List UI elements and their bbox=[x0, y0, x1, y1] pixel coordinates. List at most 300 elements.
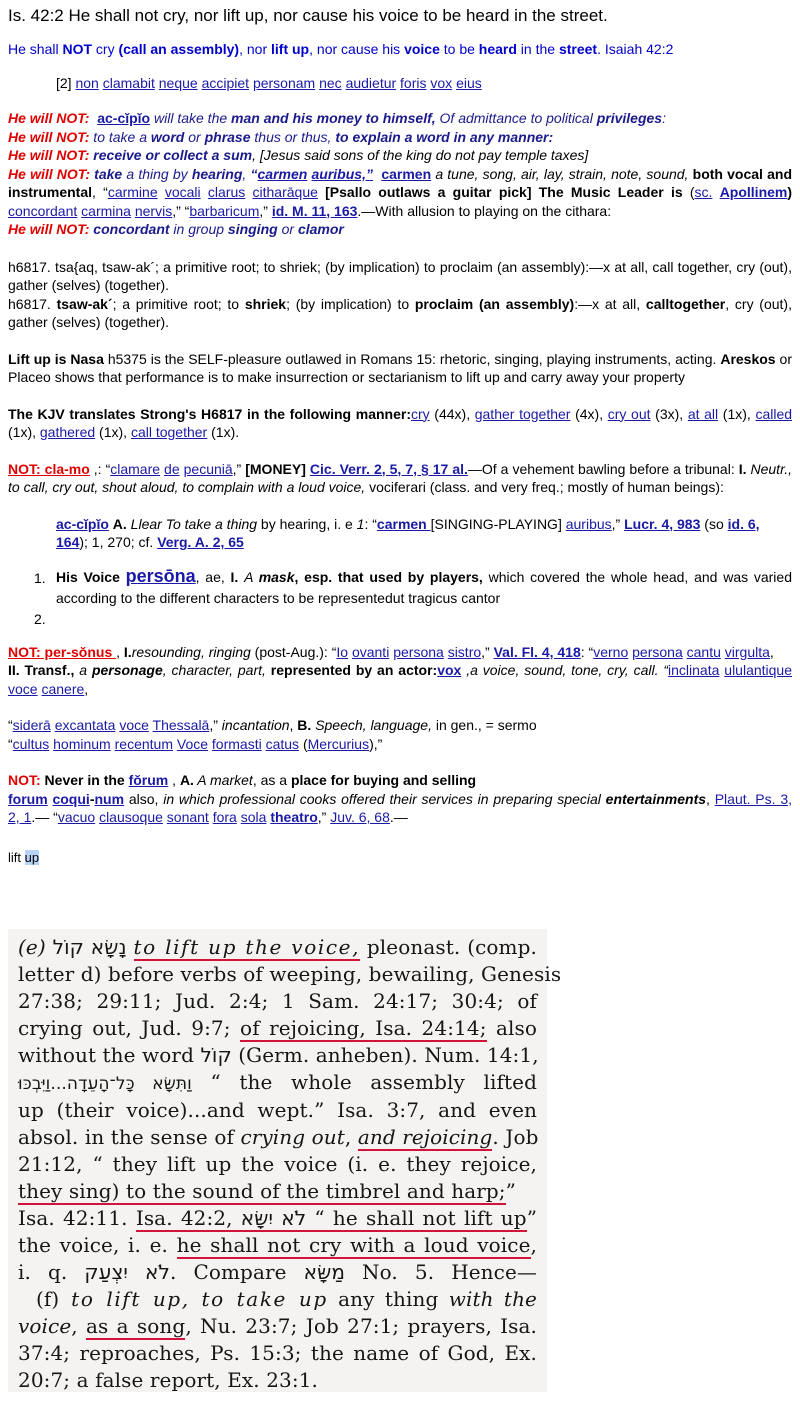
scan-text: “ he shall not lift up bbox=[306, 1206, 527, 1231]
latin-word-link[interactable]: cantu bbox=[686, 643, 721, 660]
latin-word-link[interactable]: voce bbox=[119, 717, 149, 733]
entry-text: shriek bbox=[244, 295, 287, 312]
latin-word-link[interactable]: accipiet bbox=[201, 74, 250, 91]
scan-line bbox=[18, 1042, 537, 1069]
entry-text: , bbox=[116, 643, 124, 660]
latin-word-link[interactable]: barbaricum bbox=[189, 202, 260, 219]
strongs-entry-2 bbox=[8, 295, 792, 332]
entry-text: , bbox=[769, 643, 774, 660]
scan-underlined-text: he shall not cry with a loud voice bbox=[176, 1232, 531, 1257]
entry-text: (so bbox=[700, 515, 728, 532]
scan-text: (Germ. anheben). Num. 14:1, bbox=[231, 1042, 539, 1067]
definition-text: word bbox=[150, 128, 185, 145]
scan-text: No. 5. Hence— bbox=[345, 1259, 538, 1284]
latin-word-link[interactable]: persona bbox=[632, 643, 683, 660]
entry-text: A. bbox=[112, 515, 127, 532]
latin-word-link[interactable]: carmine bbox=[107, 184, 158, 200]
scan-text: also bbox=[486, 1015, 538, 1040]
scan-hebrew: לֹא יִשָּׂא bbox=[240, 1206, 307, 1231]
verse-text: , nor cause his bbox=[309, 41, 405, 57]
verse-text: NOT bbox=[62, 41, 93, 57]
latin-word-link[interactable]: ululantique bbox=[724, 662, 793, 678]
latin-word-link[interactable]: siderā bbox=[12, 717, 51, 733]
quote-mark: “ bbox=[8, 717, 13, 733]
list-item bbox=[8, 609, 792, 629]
entry-text: II. Transf., bbox=[8, 662, 80, 678]
entry-text: .— bbox=[389, 809, 408, 825]
definition-text: man and his money to himself, bbox=[231, 110, 436, 126]
latin-word-link[interactable]: de bbox=[164, 460, 180, 477]
count-text: (44x), bbox=[429, 405, 475, 422]
entry-text: ,” bbox=[317, 809, 331, 825]
verse-text: , nor bbox=[239, 41, 272, 57]
kjv-link[interactable]: cry bbox=[410, 405, 430, 422]
entry-text: A bbox=[244, 568, 259, 585]
scan-underlined-text: they sing) to the sound of the timbrel and harp; bbox=[18, 1179, 506, 1204]
paragraph-text: h5375 is the SELF-pleasure outlawed in Romans 15: rhetoric, singing, playing instruments, acting. bbox=[103, 350, 721, 367]
scan-line: 27:38; 29:11; Jud. 2:4; 1 Sam. 24:17; 30:4; of bbox=[18, 988, 537, 1013]
forum-entry bbox=[8, 771, 792, 827]
scan-text: ” bbox=[505, 1179, 516, 1204]
verse-text: voice bbox=[404, 41, 440, 57]
latin-word-link[interactable]: nec bbox=[319, 74, 342, 91]
entry-text: in which professional cooks offered their services in preparing special bbox=[163, 790, 606, 807]
carmen-link[interactable]: carmen bbox=[381, 165, 432, 182]
latin-word-link[interactable]: clamabit bbox=[102, 74, 155, 91]
auribus-link[interactable]: auribus,” bbox=[311, 165, 373, 182]
list-item bbox=[8, 566, 792, 609]
list-number: 2. bbox=[34, 610, 46, 627]
kjv-link[interactable]: gather together bbox=[474, 405, 571, 422]
will-not-line bbox=[8, 128, 792, 147]
verse-text: heard bbox=[478, 41, 517, 57]
forum-link[interactable]: fŏrum bbox=[128, 772, 169, 788]
reference-link[interactable]: Juv. 6, 68 bbox=[330, 809, 390, 825]
latin-word-link[interactable]: voce bbox=[8, 680, 38, 697]
latin-word-link[interactable]: citharāque bbox=[252, 184, 318, 200]
definition-text: privileges bbox=[596, 110, 663, 126]
count-text: (4x), bbox=[570, 405, 608, 422]
kjv-link[interactable]: at all bbox=[687, 405, 719, 422]
clamo-entry bbox=[8, 460, 792, 497]
list-number: 1. bbox=[34, 569, 46, 586]
entry-text: ); 1, 270; cf. bbox=[79, 534, 158, 550]
entry-text: [MONEY] bbox=[245, 460, 310, 477]
will-not-line bbox=[8, 165, 792, 221]
entry-text: Llear To take a thing bbox=[126, 515, 258, 532]
latin-word-link[interactable]: Apollinem bbox=[719, 184, 788, 200]
count-text: (3x), bbox=[650, 405, 688, 422]
scan-text: the voice, i. e. bbox=[18, 1232, 177, 1257]
scan-line bbox=[18, 1259, 537, 1286]
entry-text: Never in the bbox=[40, 772, 129, 788]
scan-text: to lift up, to take up bbox=[59, 1286, 328, 1311]
will-not-line bbox=[8, 109, 792, 128]
page-title: Is. 42:2 He shall not cry, nor lift up, nor cause his voice to be heard in the street. bbox=[8, 6, 608, 25]
latin-word-link[interactable]: excantata bbox=[54, 717, 116, 733]
punct: ) bbox=[787, 184, 793, 200]
entry-text: , character, part, bbox=[162, 662, 271, 678]
scan-line: 20:7; a false report, Ex. 23:1. bbox=[18, 1367, 318, 1392]
sidera-entry bbox=[8, 716, 792, 753]
scan-line bbox=[18, 1313, 537, 1340]
entry-text: 1 bbox=[356, 515, 365, 532]
reference-link[interactable]: Plaut. Ps. 3, 2, 1 bbox=[8, 790, 792, 825]
note-text: [Psallo outlaws a guitar pick] The Music Leader is bbox=[317, 184, 683, 200]
scan-text: crying out, Jud. 9:7; bbox=[18, 1015, 241, 1040]
entry-text: Speech, language, bbox=[315, 717, 432, 733]
entry-text: ),” bbox=[369, 735, 383, 752]
latin-word-link[interactable]: vox bbox=[430, 74, 453, 91]
lift-up-caption bbox=[8, 849, 792, 868]
scan-hebrew: לֹא יִצְעַק bbox=[84, 1259, 170, 1284]
scan-text: , bbox=[530, 1232, 537, 1257]
scan-text: Isa. 42:11. bbox=[18, 1206, 136, 1231]
latin-word-link[interactable]: personam bbox=[252, 74, 316, 91]
definition-text: , “ bbox=[92, 184, 108, 200]
entry-text: , esp. that used by players, bbox=[294, 568, 483, 585]
definition-text: a thing by bbox=[122, 165, 192, 182]
latin-word-link[interactable]: fora bbox=[212, 809, 237, 825]
latin-word-link[interactable]: Io bbox=[336, 643, 349, 660]
entry-text: personage bbox=[91, 662, 163, 678]
scan-line: letter d) before verbs of weeping, bewailing, Genesis bbox=[18, 961, 562, 986]
reference-link[interactable]: id. 6, 164 bbox=[56, 515, 760, 550]
scan-line bbox=[18, 1015, 537, 1042]
latin-word-link[interactable]: carmina bbox=[81, 202, 131, 219]
punct: ,” “ bbox=[172, 202, 190, 219]
latin-word-link[interactable]: sonant bbox=[166, 809, 209, 825]
entry-text: calltogether bbox=[645, 295, 726, 312]
latin-word-link[interactable]: catus bbox=[265, 735, 300, 752]
scan-text: . Compare bbox=[169, 1259, 304, 1284]
reference-link[interactable]: Lucr. 4, 983 bbox=[624, 515, 701, 532]
scan-text: with the bbox=[448, 1286, 537, 1311]
verse-text: He shall bbox=[8, 41, 63, 57]
accipio-link[interactable]: ac-cĭpĭo bbox=[97, 110, 151, 126]
entry-text: which covered the whole head, and was varied according to the different characters to be representedut tragicus cantor bbox=[56, 568, 792, 606]
definition-text: or bbox=[277, 221, 298, 237]
latin-word-link[interactable]: verno bbox=[593, 643, 629, 660]
reference-link[interactable]: Verg. A. 2, 65 bbox=[157, 534, 244, 550]
will-not-label: He will NOT: bbox=[8, 128, 90, 145]
count-text: (1x). bbox=[207, 424, 240, 440]
entry-text: vociferari (class. and very freq.; mostly of human beings): bbox=[365, 479, 724, 495]
latin-word-link[interactable]: Thessalā bbox=[152, 717, 210, 733]
scan-underlined-text: of rejoicing, Isa. 24:14; bbox=[240, 1015, 487, 1040]
definition-text: in group bbox=[169, 221, 228, 237]
latin-word-link[interactable]: Mercurius bbox=[307, 735, 370, 752]
scan-text: ” bbox=[526, 1206, 538, 1231]
definition-text: to take a bbox=[89, 128, 151, 145]
entry-text: , bbox=[84, 680, 89, 697]
entry-text: incantation bbox=[221, 717, 290, 733]
persona-link[interactable]: persōna bbox=[125, 565, 196, 586]
verse-text: to be bbox=[439, 41, 479, 57]
entry-text: , bbox=[168, 772, 180, 788]
definition-text: thus or thus, bbox=[250, 128, 336, 145]
definition-text: will take the bbox=[154, 110, 232, 126]
latin-word-link[interactable]: vacuo bbox=[57, 809, 96, 825]
scan-text: voice bbox=[18, 1313, 72, 1338]
latin-word-link[interactable]: persona bbox=[393, 643, 444, 660]
scan-text: , Nu. 23:7; Job 27:1; prayers, Isa. bbox=[185, 1313, 538, 1338]
verse-number: [2] bbox=[56, 74, 76, 91]
reference-link[interactable]: Cic. Verr. 2, 5, 7, § 17 al. bbox=[309, 460, 468, 477]
scan-hebrew: וַתִּשָּׂא כָּל־הָעֵדָה...וַיִּבְכּוּ bbox=[18, 1073, 192, 1094]
count-text: (1x), bbox=[95, 424, 131, 440]
latin-word-link[interactable]: sola bbox=[240, 809, 267, 825]
entry-text: .— “ bbox=[31, 809, 58, 825]
latin-word-link[interactable]: sc. bbox=[694, 184, 713, 200]
scan-hebrew: נָשָׂא קוֹל bbox=[52, 935, 127, 959]
reference-link[interactable]: Val. Fl. 4, 418 bbox=[493, 643, 581, 660]
selected-text[interactable]: up bbox=[24, 849, 40, 865]
entry-text: —Of a vehement bawling before a tribunal: bbox=[467, 460, 739, 477]
latin-word-link[interactable]: neque bbox=[158, 74, 198, 91]
accipio-link[interactable]: ac-cĭpĭo bbox=[56, 515, 109, 532]
definition-text: both vocal and instrumental bbox=[8, 165, 793, 200]
scan-text: , bbox=[71, 1313, 86, 1338]
entry-text: ,” bbox=[232, 460, 246, 477]
definition-text: or bbox=[184, 128, 205, 145]
verse-text: . Isaiah 42:2 bbox=[597, 41, 674, 57]
entry-text: h6817. bbox=[8, 295, 57, 312]
definition-text: concordant bbox=[89, 221, 170, 237]
entry-text: ,” bbox=[611, 515, 625, 532]
scan-line bbox=[18, 1124, 537, 1151]
latin-word-link[interactable]: pecuniā bbox=[183, 460, 233, 477]
scan-line: up (their voice)...and wept.” Isa. 3:7, and even bbox=[18, 1098, 537, 1123]
entry-text: His Voice bbox=[56, 568, 126, 585]
latin-word-link[interactable]: ovanti bbox=[351, 643, 390, 660]
entry-text: by hearing, i. e bbox=[257, 515, 357, 532]
verse-line bbox=[8, 40, 792, 59]
scan-underlined-text: and rejoicing bbox=[357, 1125, 493, 1150]
verse-text: in the bbox=[516, 41, 559, 57]
punct: ( bbox=[689, 184, 695, 200]
scan-line bbox=[18, 934, 537, 961]
entry-text: ,” bbox=[209, 717, 222, 733]
kjv-link[interactable]: call together bbox=[130, 424, 208, 440]
verse-text: lift up bbox=[271, 41, 310, 57]
scan-underlined-text: as a song bbox=[86, 1313, 186, 1338]
scan-hebrew: מַשָּׂא bbox=[303, 1259, 346, 1284]
entry-text: ,a voice, sound, tone, cry, call. “ bbox=[461, 662, 669, 678]
latin-word-link[interactable]: sistro bbox=[447, 643, 482, 660]
definition-text: receive or collect a sum bbox=[89, 147, 253, 163]
persona-list bbox=[8, 566, 792, 629]
latin-word-link[interactable]: foris bbox=[400, 74, 427, 91]
scan-text: , bbox=[344, 1125, 358, 1150]
definition-text: : bbox=[662, 110, 666, 126]
latin-word-link[interactable]: coqui bbox=[52, 790, 90, 807]
list-item-text bbox=[56, 566, 792, 609]
scan-text: any thing bbox=[327, 1286, 449, 1311]
latin-word-link[interactable]: inclinata bbox=[668, 662, 720, 678]
scan-text: . Job bbox=[492, 1125, 539, 1150]
latin-word-link[interactable]: theatro bbox=[270, 809, 318, 825]
scan-text: (f) bbox=[36, 1286, 60, 1311]
kjv-paragraph bbox=[8, 405, 792, 442]
kjv-link[interactable]: cry out bbox=[607, 405, 651, 422]
entry-text: represented by an actor: bbox=[270, 662, 438, 678]
entry-text: : “ bbox=[580, 643, 594, 660]
scan-line bbox=[18, 1232, 537, 1259]
paragraph-text: or Placeo shows that performance is to make insurrection or sectarianism to lift up and carry away your property bbox=[8, 350, 792, 385]
kjv-link[interactable]: gathered bbox=[39, 424, 96, 440]
entry-text: , as a bbox=[252, 772, 291, 788]
reference-link[interactable]: id. M. 11, 163 bbox=[271, 202, 358, 219]
entry-text: tsaw-ak´ bbox=[56, 295, 113, 312]
entry-text: , ae, bbox=[195, 568, 231, 585]
entry-text: B. bbox=[297, 717, 312, 733]
latin-word-link[interactable]: eius bbox=[456, 74, 482, 91]
latin-word-link[interactable]: non bbox=[75, 74, 99, 91]
quote-mark: “ bbox=[8, 735, 13, 752]
lexicon-scan-image bbox=[8, 929, 562, 1392]
caption-text: lift bbox=[8, 849, 25, 865]
accipio-entry bbox=[8, 515, 792, 552]
scan-text: Isa. 42:2, bbox=[135, 1206, 241, 1231]
entry-text: - bbox=[89, 790, 95, 807]
paragraph-text: The KJV translates Strong's H6817 in the following manner: bbox=[8, 405, 411, 422]
personus-entry bbox=[8, 643, 792, 699]
latin-word-link[interactable]: audietur bbox=[345, 74, 397, 91]
personus-link[interactable]: NOT: per-sŏnus bbox=[8, 643, 117, 660]
entry-text: ,” bbox=[481, 643, 494, 660]
entry-text: A. bbox=[179, 772, 194, 788]
scan-line bbox=[18, 1069, 537, 1098]
latin-word-link[interactable]: hominum bbox=[53, 735, 111, 752]
entry-text: also, bbox=[124, 790, 164, 807]
latin-word-link[interactable]: cultus bbox=[12, 735, 50, 752]
entry-text: I. bbox=[738, 460, 751, 477]
will-not-label: He will NOT: bbox=[8, 165, 90, 182]
definition-text: .—With allusion to playing on the cithara: bbox=[357, 202, 612, 219]
entry-text: in gen., = sermo bbox=[431, 717, 537, 733]
nasa-paragraph bbox=[8, 350, 792, 387]
scan-line bbox=[18, 1286, 537, 1313]
scan-text: (e) bbox=[18, 935, 46, 959]
entry-text: Neutr., to call, cry out, shout aloud, to complain with a loud voice, bbox=[8, 460, 792, 495]
definition-text: take bbox=[90, 165, 123, 182]
carmen-link[interactable]: carmen bbox=[257, 165, 308, 182]
scan-line: 21:12, “ they lift up the voice (i. e. they rejoice, bbox=[18, 1152, 537, 1177]
entry-text: [SINGING-PLAYING] bbox=[430, 515, 566, 532]
paragraph-text: Areskos bbox=[720, 350, 776, 367]
quote-mark: “ bbox=[250, 165, 258, 182]
entry-text: ; a primitive root; to bbox=[112, 295, 245, 312]
entry-text: entertainments bbox=[605, 790, 707, 807]
will-not-label: He will NOT: bbox=[8, 110, 90, 126]
will-not-line bbox=[8, 146, 792, 165]
entry-text: :—x at all, bbox=[574, 295, 646, 312]
latin-word-link[interactable]: canere bbox=[41, 680, 85, 697]
latin-word-link[interactable]: nervis bbox=[134, 202, 173, 219]
will-not-line bbox=[8, 220, 792, 239]
definition-text: Of admittance to political bbox=[435, 110, 597, 126]
entry-text: I. bbox=[230, 568, 245, 585]
entry-text: ,: “ bbox=[89, 460, 111, 477]
entry-text: resounding, ringing bbox=[131, 643, 251, 660]
auribus-link[interactable]: auribus bbox=[565, 515, 612, 532]
vox-link[interactable]: vox bbox=[437, 662, 462, 678]
latin-word-link[interactable]: formasti bbox=[211, 735, 262, 752]
not-label: NOT: bbox=[8, 772, 41, 788]
entry-text: ( bbox=[299, 735, 308, 752]
entry-text: proclaim (an assembly) bbox=[414, 295, 575, 312]
entry-text: ; (by implication) to bbox=[286, 295, 415, 312]
latin-vulgate-line bbox=[8, 74, 792, 93]
verse-text: street bbox=[558, 41, 598, 57]
will-not-label: He will NOT: bbox=[8, 147, 90, 163]
note-text: , [Jesus said sons of the king do not pay temple taxes] bbox=[252, 147, 589, 163]
definition-text: phrase bbox=[204, 128, 251, 145]
scan-text: i. q. bbox=[18, 1259, 85, 1284]
will-not-label: He will NOT: bbox=[8, 221, 90, 237]
scan-line: 37:4; reproaches, Ps. 15:3; the name of God, Ex. bbox=[18, 1340, 537, 1365]
paragraph-text: Lift up is Nasa bbox=[8, 350, 104, 367]
entry-text: (post-Aug.): “ bbox=[250, 643, 337, 660]
latin-word-link[interactable]: clarus bbox=[207, 184, 246, 200]
scan-text: “ the whole assembly lifted bbox=[191, 1069, 537, 1094]
scan-underlined-text: to lift up the voice, bbox=[133, 935, 361, 959]
kjv-link[interactable]: called bbox=[755, 405, 793, 422]
entry-text: , cry (out), gather (selves) (together). bbox=[8, 295, 792, 330]
carmen-link[interactable]: carmen bbox=[376, 515, 431, 532]
scan-text: absol. in the sense of bbox=[18, 1125, 241, 1150]
latin-word-link[interactable]: forum bbox=[8, 790, 48, 807]
entry-text: a bbox=[79, 662, 92, 678]
definition-text: a tune, song, air, lay, strain, note, sound, bbox=[431, 165, 693, 182]
latin-word-link[interactable]: num bbox=[94, 790, 125, 807]
definition-text: to explain a word in any manner: bbox=[335, 128, 554, 145]
entry-text: A market bbox=[193, 772, 253, 788]
scan-text: without the word bbox=[18, 1042, 201, 1067]
latin-word-link[interactable]: Voce bbox=[176, 735, 209, 752]
definition-text: hearing bbox=[191, 165, 243, 182]
entry-text: place for buying and selling bbox=[290, 772, 477, 788]
verse-text: cry bbox=[92, 41, 119, 57]
entry-text: mask bbox=[258, 568, 295, 585]
entry-text: : “ bbox=[364, 515, 377, 532]
latin-word-link[interactable]: clamare bbox=[110, 460, 161, 477]
scan-line bbox=[18, 1178, 537, 1205]
latin-word-link[interactable]: concordant bbox=[8, 202, 78, 219]
punct: ,” bbox=[259, 202, 272, 219]
latin-word-link[interactable]: recentum bbox=[114, 735, 173, 752]
definition-text: clamor bbox=[297, 221, 344, 237]
scan-underlined-text bbox=[136, 1206, 527, 1232]
definition-text: , bbox=[242, 165, 251, 182]
entry-text: I. bbox=[123, 643, 132, 660]
verse-text: (call an assembly) bbox=[118, 41, 240, 57]
latin-word-link[interactable]: vocali bbox=[164, 184, 201, 200]
entry-text: , bbox=[706, 790, 710, 807]
scan-line bbox=[18, 1205, 537, 1232]
scan-hebrew: קוֹל bbox=[200, 1042, 232, 1067]
document bbox=[0, 5, 800, 867]
strongs-entry-1: h6817. tsa{aq, tsaw-ak´; a primitive root; to shriek; (by implication) to proclaim (an assembly):—x at all, call together, cry (out), gather (selves) (together). bbox=[8, 258, 792, 293]
latin-word-link[interactable]: clausoque bbox=[99, 809, 163, 825]
scan-text: crying out bbox=[240, 1125, 345, 1150]
latin-word-link[interactable]: virgulta bbox=[724, 643, 770, 660]
clamo-link[interactable]: NOT: cla-mo bbox=[8, 460, 90, 477]
entry-text: , bbox=[289, 717, 298, 733]
scan-text: pleonast. (comp. bbox=[360, 935, 537, 959]
definition-text: singing bbox=[227, 221, 278, 237]
